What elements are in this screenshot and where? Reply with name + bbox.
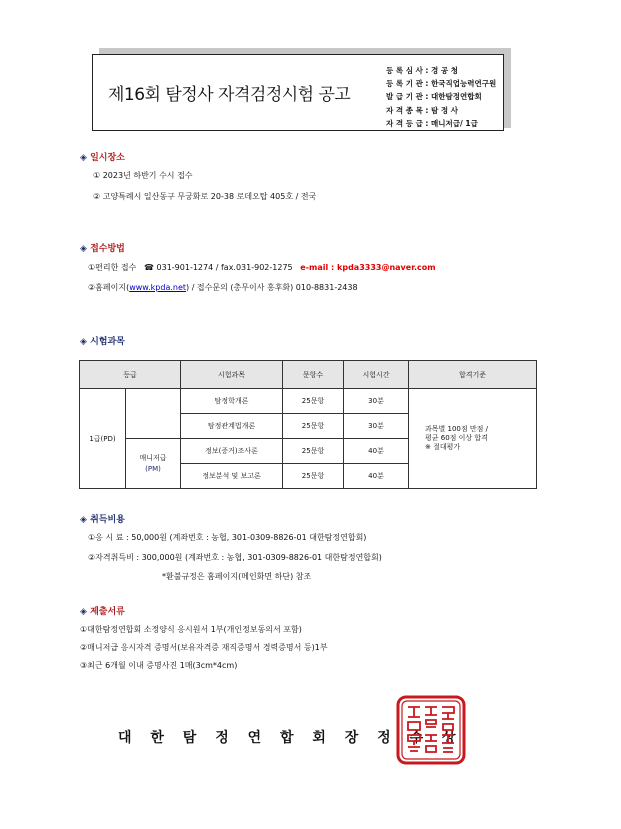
application-heading	[80, 241, 125, 254]
table-header-row	[80, 361, 537, 389]
time-cell: 40분	[344, 464, 409, 489]
subject-cell: 정보(증거)조사론	[181, 439, 283, 464]
application-title: 접수방법	[90, 244, 125, 254]
refund-note: *환불규정은 홈페이지(메인화면 하단) 참조	[162, 572, 312, 581]
signature-line: 대 한 탐 정 연 합 회 장 정 수 상	[118, 730, 463, 746]
schedule-heading	[80, 150, 125, 163]
time-cell: 40분	[344, 439, 409, 464]
manager-grade-abbr: (PM)	[145, 464, 161, 473]
header-subject: 시험과목	[181, 361, 283, 389]
exam-fee-line: ①응 시 료 : 50,000원 (계좌번호 : 농협, 301-0309-8826-01 대한탐정연합회)	[88, 533, 367, 542]
count-cell: 25문항	[283, 464, 344, 489]
exam-subjects-table	[79, 360, 537, 489]
fees-title: 취득비용	[90, 515, 125, 525]
count-cell: 25문항	[283, 439, 344, 464]
application-line-1	[88, 262, 436, 273]
header-count: 문항수	[283, 361, 344, 389]
count-cell: 25문항	[283, 389, 344, 414]
homepage-prefix: ②홈페이지(	[88, 283, 130, 292]
info-line: 자 격 등 급 : 매니저급/ 1급	[386, 118, 478, 128]
diamond-bullet-icon: ◈	[80, 337, 87, 347]
criteria-line: 과목별 100점 만점 /	[425, 425, 488, 433]
info-line: 등 록 기 관 : 한국직업능력연구원	[386, 79, 497, 89]
criteria-line: ※ 절대평가	[425, 443, 461, 451]
empty-grade-cell	[126, 389, 181, 439]
homepage-link[interactable]: www.kpda.net	[129, 283, 187, 292]
phone-icon: ☎	[144, 263, 154, 272]
schedule-title: 일시장소	[90, 153, 125, 163]
info-line: 발 급 기 관 : 대한탐정연합회	[386, 92, 482, 102]
diamond-bullet-icon: ◈	[80, 515, 87, 525]
email-address[interactable]: e-mail : kpda3333@naver.com	[300, 263, 436, 272]
documents-heading	[80, 604, 125, 617]
manager-grade-cell	[126, 439, 181, 489]
table-row	[80, 389, 537, 414]
subjects-heading	[80, 334, 125, 347]
schedule-line: ② 고양특례시 일산동구 무궁화로 20-38 로데오탑 405호 / 전국	[93, 192, 317, 201]
time-cell: 30분	[344, 414, 409, 439]
subject-cell: 탐정학개론	[181, 389, 283, 414]
diamond-bullet-icon: ◈	[80, 244, 87, 254]
criteria-line: 평균 60점 이상 합격	[425, 434, 488, 442]
phone-fax: 031-901-1274 / fax.031-902-1275	[156, 263, 293, 272]
count-cell: 25문항	[283, 414, 344, 439]
schedule-line: ① 2023년 하반기 수시 접수	[93, 171, 193, 180]
grade-cell: 1급(PD)	[80, 389, 126, 489]
info-line: 자 격 종 목 : 탐 정 사	[386, 105, 458, 115]
documents-title: 제출서류	[90, 607, 125, 617]
document-item: ②매니저급 응시자격 증명서(보유자격증 재직증명서 경력증명서 등)1부	[80, 643, 328, 652]
certification-info	[386, 64, 496, 130]
document-item: ①대한탐정연합회 소정양식 응시원서 1부(개인정보동의서 포함)	[80, 625, 302, 634]
header-time: 시험시간	[344, 361, 409, 389]
diamond-bullet-icon: ◈	[80, 607, 87, 617]
fees-heading	[80, 512, 125, 525]
info-line: 등 록 심 사 : 경 공 청	[386, 66, 458, 75]
document-item: ③최근 6개월 이내 증명사진 1매(3cm*4cm)	[80, 661, 238, 670]
header-criteria: 합격기준	[409, 361, 537, 389]
subjects-title: 시험과목	[90, 337, 125, 347]
diamond-bullet-icon: ◈	[80, 153, 87, 163]
certificate-fee-line: ②자격취득비 : 300,000원 (계좌번호 : 농협, 301-0309-8826-01 대한탐정연합회)	[88, 553, 382, 562]
notice-title: 제16회 탐정사 자격검정시험 공고	[108, 85, 351, 105]
application-method: ①편리한 접수	[88, 263, 137, 272]
application-line-2	[88, 282, 358, 293]
subject-cell: 탐정관계법개론	[181, 414, 283, 439]
manager-grade-label: 매니저급	[139, 453, 167, 462]
time-cell: 30분	[344, 389, 409, 414]
official-seal-icon	[396, 695, 466, 765]
subject-cell: 정보분석 및 보고론	[181, 464, 283, 489]
header-grade: 등급	[80, 361, 181, 389]
inquiry-contact: ) / 접수문의 (총무이사 홍후화) 010-8831-2438	[186, 283, 358, 292]
criteria-cell	[409, 389, 537, 489]
